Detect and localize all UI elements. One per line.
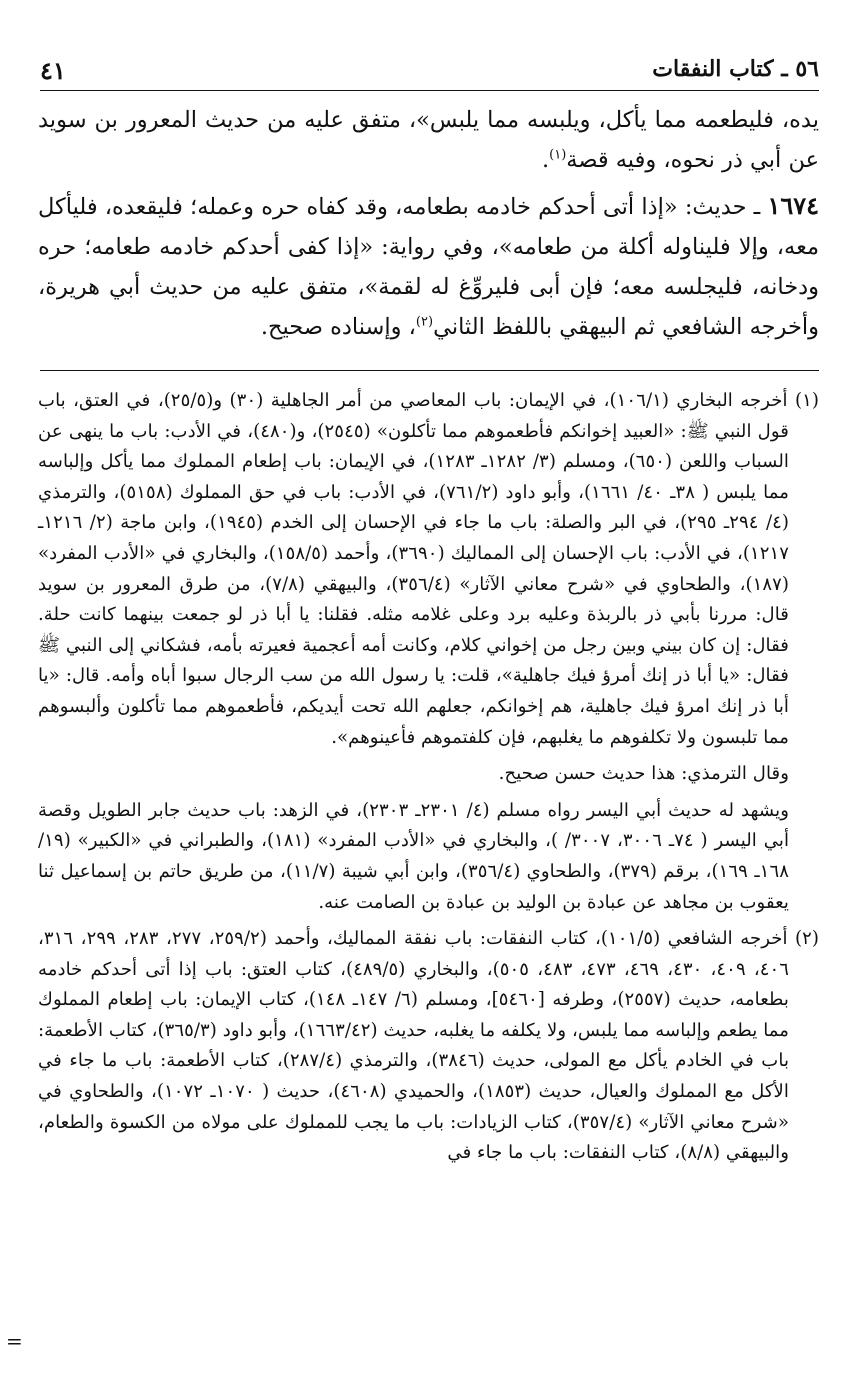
footnotes: [38, 386, 819, 1169]
footnote-ref-1: (١): [549, 147, 567, 163]
footnote-2: (٢) أخرجه الشافعي (١٠١/٥)، كتاب النفقات: باب نفقة المماليك، وأحمد (٢٥٩/٢، ٢٧٧، ٢٨٣، ٢٩٩، ٣١٦، ٤٠٦، ٤٠٩، ٤٣٠، ٤٦٩، ٤٧٣، ٤٨٣، ٥٠٥)، والبخاري (٤٨٩/٥)، كتاب العتق: باب إذا أتى أحدكم خادمه بطعامه، حديث (٢٥٥٧)، وطرفه [٥٤٦٠]، ومسلم (٦/ ١٤٧ـ ١٤٨)، كتاب الإيمان: باب إطعام المملوك مما يطعم وإلباسه مما يلبس، ولا يكلفه ما يغلبه، حديث (١٦٦٣/٤٢)، وأبو داود (٣٦٥/٣)، كتاب الأطعمة: باب في الخادم يأكل مع المولى، حديث (٣٨٤٦)، والترمذي (٢٨٧/٤)، كتاب الأطعمة: باب ما جاء في الأكل مع المملوك والعيال، حديث (١٨٥٣)، والحميدي (٤٦٠٨)، حديث ( ١٠٧٠ـ ١٠٧٢)، والطحاوي في «شرح معاني الآثار» (٣٥٧/٤)، كتاب الزيادات: باب ما يجب للمملوك على مولاه من الكسوة والطعام، والبيهقي (٨/٨)، كتاب النفقات: باب ما جاء في: [38, 928, 820, 1164]
running-header: [40, 56, 819, 91]
footnote-ref-2: (٢): [415, 314, 434, 330]
page-number: ٤١: [40, 56, 66, 85]
main-text: [38, 100, 819, 347]
hadith-number: ١٦٧٤: [767, 191, 819, 220]
paragraph-continuation: [38, 100, 819, 180]
footnote-1-witness: ويشهد له حديث أبي اليسر رواه مسلم (٤/ ٢٣٠١ـ ٢٣٠٣)، في الزهد: باب حديث جابر الطويل وقصة أبي اليسر ( ٧٤ـ ٣٠٠٦، ٣٠٠٧/ )، والبخاري في «الأدب المفرد» (١٨١)، والطبراني في «الكبير» (١٩/ ١٦٨ـ ١٦٩)، برقم (٣٧٩)، والطحاوي (٣٥٦/٤)، وابن أبي شيبة (١١/٧)، من طريق حاتم بن إسماعيل ثنا يعقوب بن مجاهد عن عبادة بن الوليد بن عبادة بن الصامت عنه.: [38, 799, 789, 913]
footnote-1-tirmidhi: وقال الترمذي: هذا حديث حسن صحيح.: [498, 763, 789, 785]
continuation-mark: =: [6, 1329, 23, 1353]
footnote-1: (١) أخرجه البخاري (١٠٦/١)، في الإيمان: باب المعاصي من أمر الجاهلية (٣٠) و(٢٥/٥)، في العتق، باب قول النبي ﷺ: «العبيد إخوانكم فأطعموهم مما تأكلون» (٢٥٤٥)، و(٤٨٠)، في الأدب: باب ما ينهى عن السباب واللعن (٦٥٠)، ومسلم (٣/ ١٢٨٢ـ ١٢٨٣)، في الإيمان: باب إطعام المملوك مما يأكل وإلباسه مما يلبس ( ٣٨ـ ٤٠/ ١٦٦١)، وأبو داود (٧٦١/٢)، في الأدب: باب في حق المملوك (٥١٥٨)، والترمذي (٤/ ٢٩٤ـ ٢٩٥)، في البر والصلة: باب ما جاء في الإحسان إلى الخدم (١٩٤٥)، وابن ماجة (٢/ ١٢١٦ـ ١٢١٧)، في الأدب: باب الإحسان إلى المماليك (٣٦٩٠)، وأحمد (١٥٨/٥)، والبخاري في «الأدب المفرد» (١٨٧)، والطحاوي في «شرح معاني الآثار» (٣٥٦/٤)، والبيهقي (٧/٨)، من طرق المعرور بن سويد قال: مررنا بأبي ذر بالربذة وعليه برد وعلى غلامه مثله. فقلنا: يا أبا ذر لو جمعت بينهما كانت حلة. فقال: إن كان بيني وبين رجل من إخواني كلام، وكانت أمه أعجمية فعيرته بأمه، فشكاني إلى النبي ﷺ فقال: «يا أبا ذر إنك أمرؤ فيك جاهلية»، قلت: يا رسول الله من سب الرجال سبوا أباه وأمه. قال: «يا أبا ذر إنك امرؤ فيك جاهلية، هم إخوانكم، جعلهم الله تحت أيديكم، فأطعموهم مما تأكلون وألبسوهم مما تلبسون ولا تكلفوهم ما يغلبهم، فإن كلفتموهم فأعينوهم».: [38, 390, 819, 748]
chapter-title: ٥٦ ـ كتاب النفقات: [652, 56, 819, 82]
hadith-entry: [38, 186, 819, 347]
hadith-text: ـ حديث: «إذا أتى أحدكم خادمه بطعامه، وقد كفاه حره وعمله؛ فليقعده، فليأكل معه، وإلا فليناوله أكلة من طعامه»، وفي رواية: «إذا كفى أحدكم خادمه طعامه؛ حره ودخانه، فليجلسه معه؛ فإن أبى فليروِّغ له لقمة»، متفق عليه من حديث أبي هريرة، وأخرجه الشافعي ثم البيهقي باللفظ الثاني: [38, 194, 819, 340]
footnote-separator: [40, 370, 819, 371]
paragraph-end: .: [541, 147, 550, 173]
paragraph-text: يده، فليطعمه مما يأكل، ويلبسه مما يلبس»، متفق عليه من حديث المعرور بن سويد عن أبي ذر نحوه، وفيه قصة: [38, 107, 819, 173]
hadith-text-end: ، وإسناده صحيح.: [260, 314, 416, 340]
